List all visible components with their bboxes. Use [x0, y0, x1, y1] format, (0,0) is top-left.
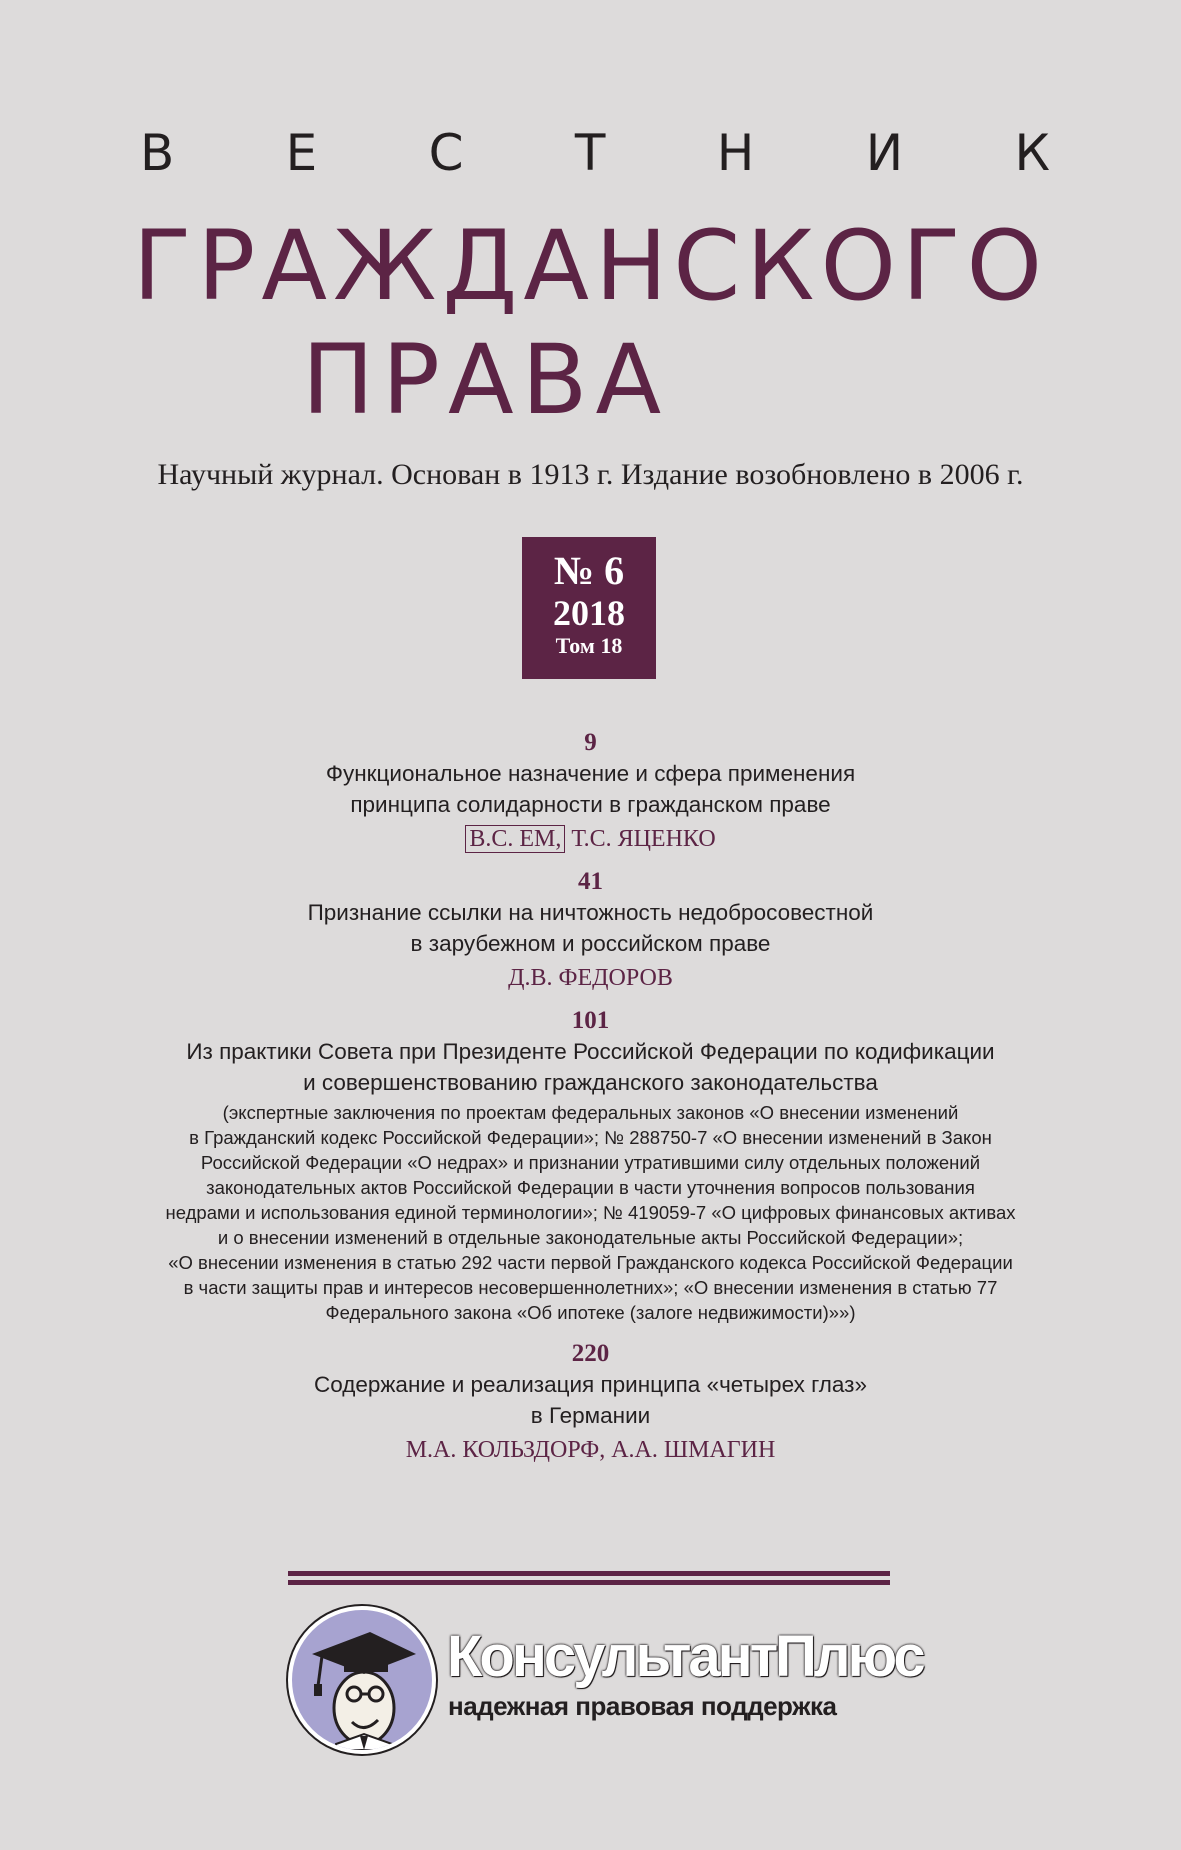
toc-title-line: Содержание и реализация принципа «четырех глаз»	[313, 1372, 868, 1397]
masthead-letter: Н	[716, 124, 755, 182]
masthead-line-2: ПРАВА	[301, 324, 670, 436]
toc-note-line: Федерального закона «Об ипотеке (залоге недвижимости)»»)	[325, 1302, 856, 1323]
toc-authors: Д.В. ФЕДОРОВ	[508, 965, 673, 991]
toc-note-line: недрами и использования единой терминологии»; № 419059-7 «О цифровых финансовых активах	[165, 1202, 1016, 1223]
table-of-contents	[0, 728, 1181, 1466]
masthead-letter: И	[865, 124, 904, 182]
masthead-letter: К	[1014, 124, 1050, 182]
masthead-vestnik	[140, 124, 1050, 182]
toc-entry	[0, 1006, 1181, 1325]
toc-title-line: Признание ссылки на ничтожность недобросовестной	[307, 900, 874, 925]
toc-page-number: 101	[571, 1007, 610, 1034]
toc-title-line: в зарубежном и российском праве	[410, 931, 771, 956]
toc-author-boxed: В.С. ЕМ,	[465, 825, 565, 853]
masthead-letter: С	[428, 124, 464, 182]
consultant-plus-logo: КонсультантПлюс	[447, 1624, 923, 1689]
issue-volume: Том 18	[555, 633, 623, 658]
toc-title-line: и совершенствованию гражданского законодательства	[303, 1070, 878, 1095]
toc-entry	[0, 728, 1181, 855]
toc-authors	[0, 823, 1181, 855]
toc-page-number: 9	[584, 729, 597, 756]
professor-mascot-icon	[288, 1606, 436, 1754]
toc-note-line: законодательных актов Российской Федерации в части уточнения вопросов пользования	[206, 1177, 975, 1198]
masthead-letter: Т	[574, 124, 606, 182]
toc-note	[0, 1100, 1181, 1325]
toc-note-line: в части защиты прав и интересов несовершеннолетних»; «О внесении изменения в статью 77	[183, 1277, 998, 1298]
toc-title-line: принципа солидарности в гражданском праве	[350, 792, 831, 817]
divider-rule	[288, 1571, 890, 1576]
divider-rule	[288, 1580, 890, 1585]
toc-note-line: (экспертные заключения по проектам федеральных законов «О внесении изменений	[222, 1102, 959, 1123]
toc-title-line: Из практики Совета при Президенте Российской Федерации по кодификации	[186, 1039, 995, 1064]
masthead-line-1: ГРАЖДАНСКОГО	[132, 210, 1049, 322]
toc-title-line: Функциональное назначение и сфера применения	[325, 761, 856, 786]
logo-tagline: надежная правовая поддержка	[448, 1691, 837, 1721]
toc-page-number: 41	[578, 868, 603, 895]
issue-year: 2018	[553, 593, 625, 633]
toc-title-line: в Германии	[530, 1403, 651, 1428]
toc-note-line: и о внесении изменений в отдельные законодательные акты Российской Федерации»;	[217, 1227, 964, 1248]
toc-page-number: 220	[571, 1340, 610, 1367]
toc-authors: М.А. КОЛЬЗДОРФ, А.А. ШМАГИН	[405, 1437, 776, 1463]
masthead-letter: В	[140, 124, 175, 182]
toc-note-line: в Гражданский кодекс Российской Федерации»; № 288750-7 «О внесении изменений в Закон	[189, 1127, 992, 1148]
toc-note-line: «О внесении изменения в статью 292 части первой Гражданского кодекса Российской Федерации	[168, 1252, 1013, 1273]
toc-entry	[0, 1339, 1181, 1466]
toc-entry	[0, 867, 1181, 994]
masthead-letter: Е	[285, 124, 318, 182]
toc-note-line: Российской Федерации «О недрах» и признании утратившими силу отдельных положений	[200, 1152, 981, 1173]
issue-number: № 6	[553, 548, 625, 593]
issue-badge	[522, 537, 656, 679]
journal-subtitle: Научный журнал. Основан в 1913 г. Издание возобновлено в 2006 г.	[157, 458, 1024, 491]
toc-author: Т.С. ЯЦЕНКО	[571, 826, 716, 852]
